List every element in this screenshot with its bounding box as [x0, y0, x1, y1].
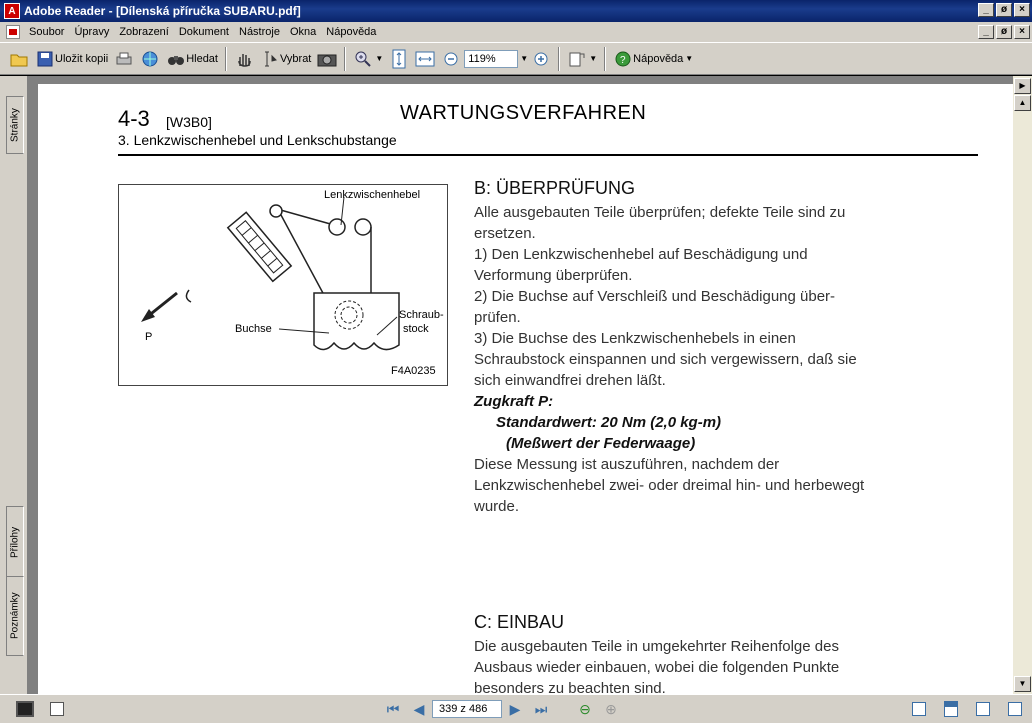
toolbar-separator: [225, 47, 227, 71]
fit-page-button[interactable]: [386, 46, 412, 72]
menu-help[interactable]: Nápověda: [326, 26, 377, 38]
section-b-title: B: ÜBERPRÜFUNG: [474, 178, 636, 198]
help-icon: [613, 49, 633, 69]
zoom-level-input[interactable]: 119%: [464, 50, 518, 68]
email-globe-icon: [140, 49, 160, 69]
page-number-input[interactable]: 339 z 486: [432, 700, 502, 718]
page-subheading: 3. Lenkzwischenhebel und Lenkschubstange: [118, 132, 397, 148]
previous-page-icon[interactable]: ◀: [413, 700, 425, 717]
zoom-dropdown-icon[interactable]: ▼: [520, 54, 529, 63]
document-icon: [6, 25, 20, 39]
menu-file[interactable]: Soubor: [29, 26, 65, 38]
document-window-controls: [978, 25, 1030, 39]
fit-width-button[interactable]: [412, 46, 438, 72]
label-p: P: [145, 331, 153, 343]
section-b-after-line: Lenkzwischenhebel zwei- oder dreimal hin- und herbewegt: [474, 477, 865, 494]
scroll-down-arrow-icon[interactable]: ▼: [1014, 676, 1031, 692]
label-lever: Lenkzwischenhebel: [324, 189, 421, 201]
tab-attachments[interactable]: Přílohy: [6, 506, 24, 578]
zoom-out-button[interactable]: [438, 46, 464, 72]
plus-circle-icon: [531, 49, 551, 69]
section-b-line: 2) Die Buchse auf Verschleiß und Beschädigung über-: [474, 288, 836, 305]
diagram-figure: [118, 184, 448, 386]
svg-text:?: ?: [620, 54, 626, 66]
section-c-line: Ausbaus wieder einbauen, wobei die folgenden Punkte: [474, 659, 840, 676]
label-vise-2: stock: [403, 323, 429, 335]
toolbar-separator: [558, 47, 560, 71]
zoom-in-button[interactable]: [528, 46, 554, 72]
single-page-icon[interactable]: [912, 702, 926, 716]
print-button[interactable]: [111, 46, 137, 72]
spring-scale-illustration: [228, 212, 291, 281]
chevron-down-icon: ▼: [589, 54, 598, 63]
section-b-line: 3) Die Buchse des Lenkzwischenhebels in einen: [474, 330, 796, 347]
title-bar: [0, 0, 1032, 22]
toolbar-separator: [344, 47, 346, 71]
section-c-title: C: EINBAU: [474, 612, 565, 632]
fit-height-icon: [389, 49, 409, 69]
label-vise-1: Schraub-: [399, 309, 444, 321]
section-c-body: [474, 636, 959, 694]
help-label: Nápověda: [633, 52, 684, 65]
snapshot-button[interactable]: [314, 46, 340, 72]
page-navigation: [380, 700, 624, 718]
section-c-line: besonders zu beachten sind.: [474, 680, 666, 694]
page-section-number: 4-3: [118, 106, 150, 131]
window-title: Adobe Reader - [Dílenská příručka SUBARU.pdf]: [24, 4, 301, 18]
figure-id: F4A0235: [391, 365, 436, 377]
menu-bar: [0, 22, 1032, 42]
measured-note: (Meßwert der Federwaage): [506, 435, 696, 452]
email-button[interactable]: [137, 46, 163, 72]
section-b-line: Schraubstock einspannen und sich vergewissern, daß sie: [474, 351, 857, 368]
label-bush: Buchse: [235, 323, 272, 335]
vertical-scrollbar[interactable]: [1013, 76, 1032, 694]
binoculars-icon: [166, 49, 186, 69]
maximize-button[interactable]: ø: [996, 3, 1012, 17]
save-copy-button[interactable]: [32, 46, 111, 72]
menu-window[interactable]: Okna: [289, 26, 317, 38]
navigation-panel: [0, 76, 28, 694]
section-b-line: 1) Den Lenkzwischenhebel auf Beschädigung und: [474, 246, 808, 263]
help-button[interactable]: [610, 46, 696, 72]
page-icon[interactable]: [50, 702, 64, 716]
window-controls: [978, 3, 1030, 17]
facing-icon[interactable]: [976, 702, 990, 716]
hand-icon: [234, 49, 254, 69]
floppy-disk-icon: [35, 49, 55, 69]
section-b-body: [474, 202, 959, 517]
doc-close-button[interactable]: ×: [1014, 25, 1030, 39]
doc-minimize-button[interactable]: _: [978, 25, 994, 39]
heading-rule: [118, 154, 978, 156]
tab-pages[interactable]: Stránky: [6, 96, 24, 154]
chevron-down-icon: ▼: [375, 54, 384, 63]
pdf-page: [38, 84, 1013, 694]
printer-icon: [114, 49, 134, 69]
rotate-button[interactable]: [564, 46, 600, 72]
menu-document[interactable]: Dokument: [178, 26, 229, 38]
chevron-down-icon: ▼: [685, 54, 694, 63]
continuous-icon[interactable]: [944, 701, 958, 717]
minimize-button[interactable]: _: [978, 3, 994, 17]
section-c-line: Die ausgebauten Teile in umgekehrter Reihenfolge des: [474, 638, 839, 655]
save-copy-label: Uložit kopii: [55, 52, 109, 65]
pull-force-label: Zugkraft P:: [474, 393, 554, 410]
section-b-after-line: wurde.: [474, 498, 520, 515]
section-b-line: sich einwandfrei drehen läßt.: [474, 372, 666, 389]
fit-width-icon: [415, 49, 435, 69]
next-page-icon[interactable]: ▶: [509, 700, 521, 717]
text-cursor-icon: [260, 49, 280, 69]
section-b-line: Verformung überprüfen.: [474, 267, 633, 284]
doc-restore-button[interactable]: ø: [996, 25, 1012, 39]
search-button[interactable]: [163, 46, 221, 72]
section-b-line: prüfen.: [474, 309, 521, 326]
minus-circle-icon: [441, 49, 461, 69]
magnifier-icon: [353, 49, 373, 69]
lever-diagram: [119, 185, 447, 385]
close-button[interactable]: ×: [1014, 3, 1030, 17]
page-code: [W3B0]: [166, 114, 212, 130]
first-page-icon[interactable]: ⏮: [386, 700, 400, 717]
forward-view-icon[interactable]: ⊕: [605, 700, 617, 717]
status-bar: [0, 694, 1032, 723]
toolbar-separator: [604, 47, 606, 71]
open-button[interactable]: [6, 46, 32, 72]
back-view-icon[interactable]: ⊖: [579, 700, 591, 717]
continuous-facing-icon[interactable]: [1008, 702, 1022, 716]
search-label: Hledat: [186, 52, 218, 65]
section-b-line: ersetzen.: [474, 225, 536, 242]
standard-value: Standardwert: 20 Nm (2,0 kg-m): [496, 414, 722, 431]
hand-tool-button[interactable]: [231, 46, 257, 72]
camera-icon: [317, 49, 337, 69]
document-view[interactable]: [28, 76, 1013, 694]
select-tool-button[interactable]: [257, 46, 314, 72]
tab-comments[interactable]: Poznámky: [6, 576, 24, 656]
folder-open-icon: [9, 49, 29, 69]
scroll-right-arrow-icon[interactable]: ▶: [1014, 78, 1031, 94]
adobe-reader-icon: A: [4, 3, 20, 19]
menu-tools[interactable]: Nástroje: [239, 26, 280, 38]
zoom-in-tool-button[interactable]: [350, 46, 386, 72]
page-layout-buttons: [912, 701, 1022, 717]
section-b-line: Alle ausgebauten Teile überprüfen; defekte Teile sind zu: [474, 204, 846, 221]
menu-view[interactable]: Zobrazení: [119, 26, 169, 38]
select-label: Vybrat: [279, 52, 312, 65]
page-heading: WARTUNGSVERFAHREN: [400, 102, 647, 124]
panel-toggle-icon[interactable]: [16, 701, 34, 717]
toolbar: [0, 42, 1032, 75]
section-b-after-line: Diese Messung ist auszuführen, nachdem der: [474, 456, 780, 473]
last-page-icon[interactable]: ⏭: [534, 700, 548, 717]
menu-edit[interactable]: Úpravy: [74, 26, 110, 38]
rotate-page-icon: [567, 49, 587, 69]
scroll-up-arrow-icon[interactable]: ▲: [1014, 95, 1031, 111]
